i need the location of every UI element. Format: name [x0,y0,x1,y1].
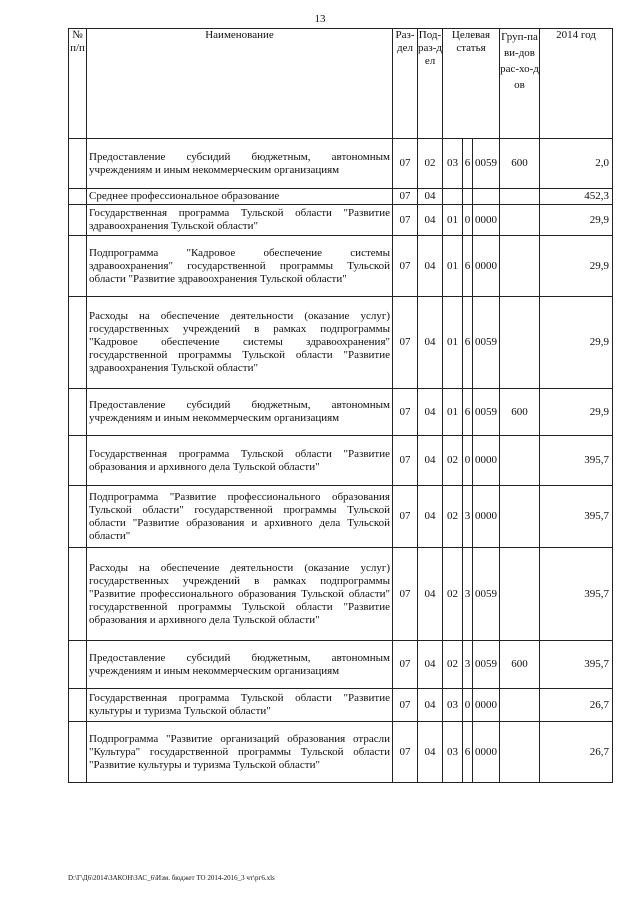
cell-target-program: 02 [443,436,463,486]
cell-name: Государственная программа Тульской области "Развитие культуры и туризма Тульской области" [87,689,393,722]
cell-razdel: 07 [393,205,418,236]
cell-target-subprogram [463,189,473,205]
cell-podrazdel: 04 [418,189,443,205]
cell-target-subprogram: 6 [463,236,473,297]
cell-name: Расходы на обеспечение деятельности (оказание услуг) государственных учреждений в рамках подпрограммы "Развитие профессионального образования Тульской области" государственной программы Тульской области "Развитие образования и архивного дела Тульской области" [87,548,393,641]
cell-value-2014: 2,0 [540,139,613,189]
cell-value-2014: 29,9 [540,389,613,436]
header-razdel: Раз-дел [393,29,418,139]
cell-num [69,205,87,236]
cell-num [69,486,87,548]
cell-name: Государственная программа Тульской области "Развитие образования и архивного дела Тульской области" [87,436,393,486]
cell-num [69,436,87,486]
cell-podrazdel: 04 [418,641,443,689]
cell-target-subprogram: 0 [463,689,473,722]
cell-razdel: 07 [393,689,418,722]
cell-podrazdel: 04 [418,205,443,236]
cell-value-2014: 395,7 [540,641,613,689]
cell-num [69,189,87,205]
table-row [69,297,613,389]
cell-name: Среднее профессиональное образование [87,189,393,205]
cell-expense-group [500,297,540,389]
cell-expense-group [500,486,540,548]
table-header [69,29,613,139]
cell-razdel: 07 [393,641,418,689]
cell-target-program: 02 [443,641,463,689]
cell-razdel: 07 [393,189,418,205]
cell-target-program: 03 [443,139,463,189]
cell-target-subprogram: 3 [463,548,473,641]
cell-expense-group: 600 [500,641,540,689]
cell-value-2014: 452,3 [540,189,613,205]
cell-value-2014: 395,7 [540,548,613,641]
cell-target-subprogram: 3 [463,641,473,689]
cell-target-program: 02 [443,548,463,641]
cell-value-2014: 26,7 [540,722,613,783]
cell-num [69,297,87,389]
cell-target-subprogram: 0 [463,205,473,236]
cell-expense-group [500,548,540,641]
cell-podrazdel: 04 [418,722,443,783]
cell-name: Подпрограмма "Кадровое обеспечение системы здравоохранения" государственной программы Тульской области "Развитие здравоохранения Тульской области" [87,236,393,297]
table-row [69,486,613,548]
cell-target-subprogram: 6 [463,389,473,436]
cell-value-2014: 26,7 [540,689,613,722]
budget-table [68,28,613,783]
table-row [69,436,613,486]
cell-podrazdel: 04 [418,436,443,486]
cell-razdel: 07 [393,436,418,486]
cell-razdel: 07 [393,486,418,548]
cell-name: Предоставление субсидий бюджетным, автономным учреждениям и иным некоммерческим организациям [87,641,393,689]
cell-podrazdel: 04 [418,389,443,436]
cell-podrazdel: 04 [418,236,443,297]
cell-num [69,236,87,297]
cell-target-program [443,189,463,205]
cell-num [69,389,87,436]
table-row [69,189,613,205]
cell-target-direction: 0000 [473,236,500,297]
table-row [69,722,613,783]
cell-razdel: 07 [393,722,418,783]
table-row [69,548,613,641]
cell-target-direction: 0059 [473,641,500,689]
header-podrazdel: Под-раз-дел [418,29,443,139]
cell-expense-group [500,436,540,486]
cell-value-2014: 29,9 [540,297,613,389]
cell-target-direction: 0000 [473,205,500,236]
table-row [69,641,613,689]
cell-target-direction: 0059 [473,297,500,389]
cell-target-direction: 0059 [473,389,500,436]
cell-target-subprogram: 6 [463,139,473,189]
cell-num [69,722,87,783]
cell-name: Предоставление субсидий бюджетным, автономным учреждениям и иным некоммерческим организациям [87,389,393,436]
table-row [69,236,613,297]
cell-expense-group [500,689,540,722]
cell-target-program: 02 [443,486,463,548]
cell-expense-group [500,205,540,236]
file-path-footer: D:\Г\Д6\2014\ЗАКОН\ЗАС_6\Изм. бюджет ТО 2014-2016_3 чт\рг6.xls [68,874,275,882]
cell-num [69,548,87,641]
cell-name: Подпрограмма "Развитие организаций образования отрасли "Культура" государственной программы Тульской области "Развитие культуры и туризма Тульской области" [87,722,393,783]
cell-razdel: 07 [393,139,418,189]
cell-num [69,641,87,689]
cell-value-2014: 395,7 [540,436,613,486]
cell-target-direction: 0000 [473,689,500,722]
cell-target-subprogram: 6 [463,297,473,389]
header-target: Целевая статья [443,29,500,139]
cell-target-direction: 0059 [473,548,500,641]
cell-podrazdel: 02 [418,139,443,189]
cell-expense-group [500,236,540,297]
cell-num [69,689,87,722]
header-group: Груп-па ви-дов рас-хо-дов [500,29,540,139]
table-row [69,389,613,436]
cell-name: Государственная программа Тульской области "Развитие здравоохранения Тульской области" [87,205,393,236]
cell-razdel: 07 [393,548,418,641]
table-row [69,139,613,189]
cell-target-direction [473,189,500,205]
cell-name: Предоставление субсидий бюджетным, автономным учреждениям и иным некоммерческим организациям [87,139,393,189]
table-row [69,205,613,236]
cell-target-subprogram: 0 [463,436,473,486]
cell-target-program: 03 [443,722,463,783]
cell-target-subprogram: 3 [463,486,473,548]
cell-name: Расходы на обеспечение деятельности (оказание услуг) государственных учреждений в рамках подпрограммы "Кадровое обеспечение системы здравоохранения" государственной программы Тульской области "Развитие здравоохранения Тульской области" [87,297,393,389]
cell-num [69,139,87,189]
cell-razdel: 07 [393,236,418,297]
cell-razdel: 07 [393,297,418,389]
cell-podrazdel: 04 [418,297,443,389]
cell-target-program: 03 [443,689,463,722]
table-row [69,689,613,722]
page-number: 13 [314,13,326,25]
cell-target-subprogram: 6 [463,722,473,783]
cell-target-program: 01 [443,297,463,389]
cell-expense-group: 600 [500,389,540,436]
cell-target-direction: 0059 [473,139,500,189]
cell-razdel: 07 [393,389,418,436]
header-num: № п/п [69,29,87,139]
header-name: Наименование [87,29,393,139]
cell-target-program: 01 [443,389,463,436]
cell-expense-group [500,189,540,205]
header-year: 2014 год [540,29,613,139]
cell-value-2014: 29,9 [540,205,613,236]
cell-podrazdel: 04 [418,486,443,548]
cell-name: Подпрограмма "Развитие профессионального образования Тульской области" государственной программы Тульской области "Развитие образования и архивного дела Тульской области" [87,486,393,548]
cell-target-direction: 0000 [473,436,500,486]
cell-target-program: 01 [443,236,463,297]
cell-podrazdel: 04 [418,689,443,722]
cell-target-program: 01 [443,205,463,236]
cell-value-2014: 29,9 [540,236,613,297]
cell-expense-group [500,722,540,783]
cell-target-direction: 0000 [473,486,500,548]
cell-podrazdel: 04 [418,548,443,641]
cell-target-direction: 0000 [473,722,500,783]
cell-expense-group: 600 [500,139,540,189]
cell-value-2014: 395,7 [540,486,613,548]
